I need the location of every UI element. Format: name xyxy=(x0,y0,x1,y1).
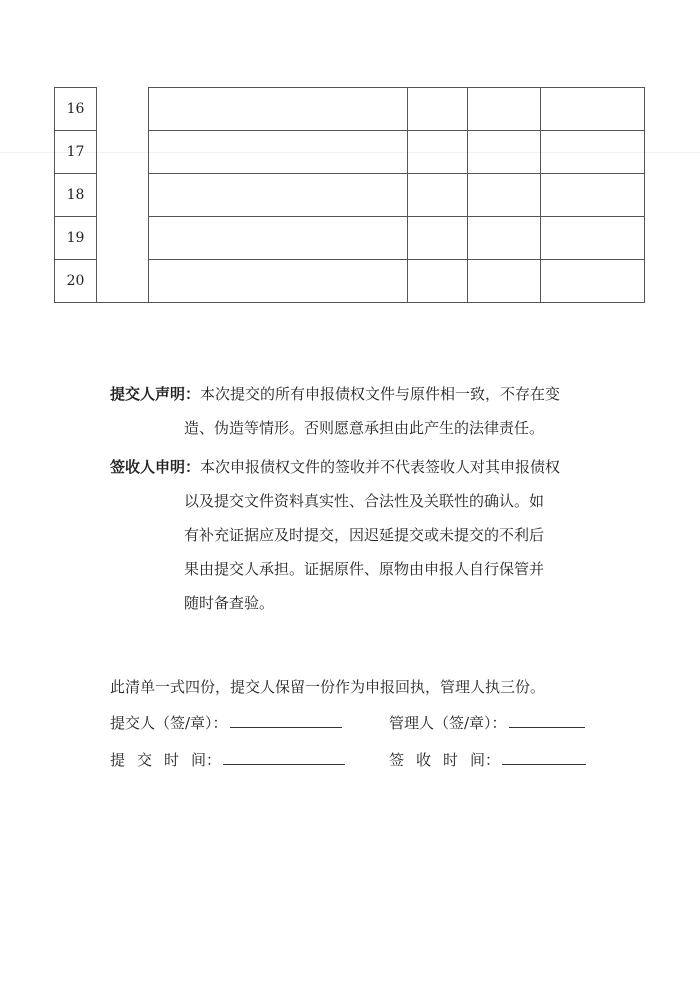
empty-cell xyxy=(468,131,541,174)
merged-cell xyxy=(97,174,149,217)
row-number: 18 xyxy=(55,174,97,217)
submitter-declaration xyxy=(110,377,610,445)
table-row xyxy=(55,131,645,174)
row-number: 17 xyxy=(55,131,97,174)
merged-cell xyxy=(97,131,149,174)
table-row xyxy=(55,217,645,260)
row-number: 19 xyxy=(55,217,97,260)
submit-time-field: 提 交 时 间： xyxy=(110,749,345,770)
empty-cell xyxy=(541,260,645,303)
declaration-line: 有补充证据应及时提交，因迟延提交或未提交的不利后 xyxy=(184,526,545,544)
empty-cell xyxy=(408,131,468,174)
empty-cell xyxy=(541,217,645,260)
row-number: 20 xyxy=(55,260,97,303)
receiver-declaration-label: 签收人申明： xyxy=(110,458,201,476)
manager-signature-label: 管理人（签/章）： xyxy=(389,714,507,732)
empty-cell xyxy=(468,217,541,260)
copies-note: 此清单一式四份，提交人保留一份作为申报回执，管理人执三份。 xyxy=(110,678,546,696)
empty-cell xyxy=(541,174,645,217)
receive-time-field: 签 收 时 间： xyxy=(389,749,586,770)
submit-time-blank[interactable] xyxy=(223,750,345,765)
submit-time-label: 间： xyxy=(191,751,222,769)
merged-cell xyxy=(97,88,149,131)
row-number: 16 xyxy=(55,88,97,131)
empty-cell xyxy=(468,174,541,217)
empty-cell xyxy=(468,88,541,131)
submitter-declaration-label: 提交人声明： xyxy=(110,385,201,403)
empty-cell xyxy=(541,131,645,174)
empty-cell xyxy=(408,174,468,217)
submitter-signature-label: 提交人（签/章）： xyxy=(110,714,228,732)
table-row xyxy=(55,174,645,217)
empty-cell xyxy=(408,88,468,131)
receive-time-label: 间： xyxy=(470,751,501,769)
declaration-line: 以及提交文件资料真实性、合法性及关联性的确认。如 xyxy=(184,492,545,510)
empty-cell xyxy=(149,131,408,174)
declaration-line: 本次申报债权文件的签收并不代表签收人对其申报债权 xyxy=(200,458,561,476)
empty-cell xyxy=(149,217,408,260)
merged-cell xyxy=(97,217,149,260)
empty-cell xyxy=(541,88,645,131)
empty-cell xyxy=(149,174,408,217)
declaration-line: 造、伪造等情形。否则愿意承担由此产生的法律责任。 xyxy=(184,419,545,437)
table-row xyxy=(55,88,645,131)
submitter-signature-blank[interactable] xyxy=(230,713,342,728)
declaration-line: 本次提交的所有申报债权文件与原件相一致，不存在变 xyxy=(200,385,561,403)
table-row xyxy=(55,260,645,303)
claims-list-table xyxy=(54,87,645,303)
submitter-signature-field xyxy=(110,712,342,733)
merged-cell xyxy=(97,260,149,303)
empty-cell xyxy=(468,260,541,303)
empty-cell xyxy=(149,88,408,131)
empty-cell xyxy=(408,260,468,303)
receiver-declaration xyxy=(110,450,610,620)
empty-cell xyxy=(149,260,408,303)
manager-signature-field xyxy=(389,712,585,733)
receive-time-blank[interactable] xyxy=(502,750,586,765)
empty-cell xyxy=(408,217,468,260)
declaration-line: 随时备查验。 xyxy=(184,594,275,612)
manager-signature-blank[interactable] xyxy=(509,713,585,728)
declaration-line: 果由提交人承担。证据原件、原物由申报人自行保管并 xyxy=(184,560,545,578)
